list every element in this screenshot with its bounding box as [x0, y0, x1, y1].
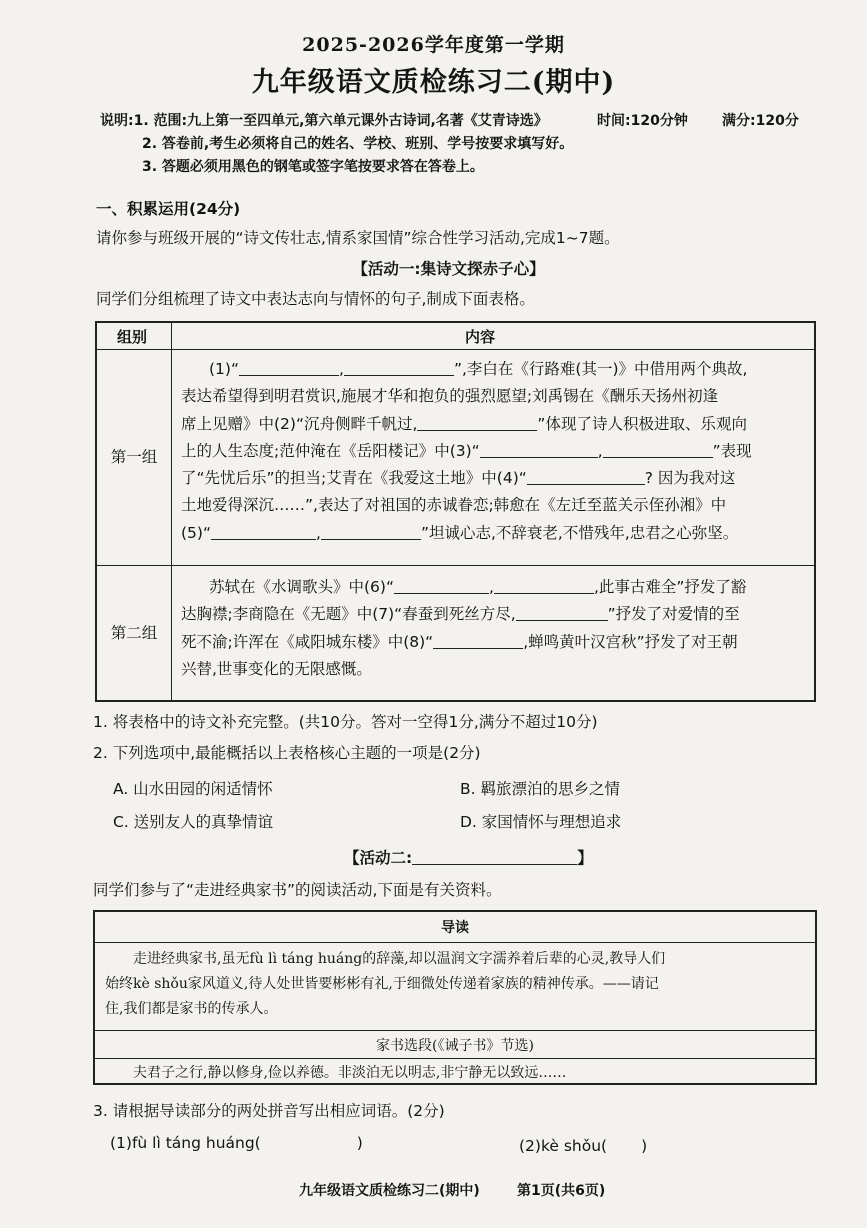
option-a[interactable]: A. 山水田园的闲适情怀: [113, 780, 273, 798]
blank-1a[interactable]: [239, 361, 339, 376]
footer-page: 第1页(共6页): [517, 1183, 606, 1199]
blank-3a[interactable]: [480, 443, 598, 458]
blank-6b[interactable]: [494, 579, 594, 594]
option-c[interactable]: C. 送别友人的真挚情谊: [113, 813, 274, 831]
blank-3b[interactable]: [603, 443, 713, 458]
blank-5a[interactable]: [211, 525, 316, 540]
school-year: 2025-2026学年度第一学期: [302, 34, 565, 56]
blank-2[interactable]: [417, 416, 537, 431]
question-3: 3. 请根据导读部分的两处拼音写出相应词语。(2分): [93, 1102, 445, 1120]
activity2-blank[interactable]: [412, 848, 577, 865]
note-line-2: 2. 答卷前,考生必须将自己的姓名、学校、班别、学号按要求填写好。: [142, 136, 574, 152]
note-line-3: 3. 答题必须用黑色的钢笔或签字笔按要求答在答卷上。: [142, 159, 484, 175]
blank-1b[interactable]: [344, 361, 454, 376]
q3-answer-2[interactable]: (2)kè shǒu( ): [519, 1137, 648, 1155]
activity1-title: 【活动一:集诗文探赤子心】: [352, 260, 545, 278]
question-2: 2. 下列选项中,最能概括以上表格核心主题的一项是(2分): [93, 744, 481, 762]
excerpt-text: 夫君子之行,静以修身,俭以养德。非淡泊无以明志,非宁静无以致远……: [133, 1065, 567, 1081]
col-header-content: 内容: [465, 328, 496, 346]
activity2-intro: 同学们参与了“走进经典家书”的阅读活动,下面是有关资料。: [93, 881, 502, 899]
guide-paragraph: 走进经典家书,虽无fù lì táng huáng的辞藻,却以温润文字濡养着后辈的心灵,教导人们 始终kè shǒu家风道义,待人处世皆要彬彬有礼,于细微处传递着家族的精神传承。——请记 住,我们都是家书的传承人。: [105, 951, 666, 1017]
blank-7[interactable]: [516, 606, 608, 621]
exam-title: 九年级语文质检练习二(期中): [251, 67, 616, 98]
group1-content: (1)“ , ”,李白在《行路难(其一)》中借用两个典故, 表达希望得到明君赏识,施展才华和抱负的强烈愿望;刘禹锡在《酬乐天扬州初逢 席上见赠》中(2)“沉舟侧畔千帆过, ”体现了诗人积极进取、乐观向 上的人生态度;范仲淹在《岳阳楼记》中(3)“ , ”表现 了“先忧后乐”的担当;艾青在《我爱这土地》中(4)“ ? 因为我对这 土地爱得深沉……”,表达了对祖国的赤诚眷恋;韩愈在《左迁至蓝关示侄孙湘》中 (5)“ , ”坦诚心志,不辞衰老,不惜残年,忠君之心弥坚。: [181, 360, 752, 542]
option-b[interactable]: B. 羁旅漂泊的思乡之情: [460, 780, 620, 798]
guide-title: 导读: [441, 920, 469, 936]
question-1: 1. 将表格中的诗文补充完整。(共10分。答对一空得1分,满分不超过10分): [93, 713, 598, 731]
group2-content: 苏轼在《水调歌头》中(6)“ , ,此事古难全”抒发了豁 达胸襟;李商隐在《无题》中(7)“春蚕到死丝方尽, ”抒发了对爱情的至 死不渝;许浑在《咸阳城东楼》中(8)“ ,蝉鸣黄叶汉宫秋”抒发了对王朝 兴替,世事变化的无限感慨。: [181, 578, 747, 678]
excerpt-title: 家书选段(《诫子书》节选): [376, 1038, 534, 1054]
blank-4[interactable]: [527, 470, 645, 485]
section-heading: 一、积累运用(24分): [96, 200, 241, 218]
note-scope: 说明:1. 范围:九上第一至四单元,第六单元课外古诗词,名著《艾青诗选》: [100, 113, 548, 129]
poetry-table: [95, 321, 816, 702]
blank-6a[interactable]: [394, 579, 489, 594]
group1-label: 第一组: [110, 448, 158, 466]
note-time: 时间:120分钟: [597, 113, 688, 129]
group2-label: 第二组: [110, 624, 158, 642]
col-header-group: 组别: [117, 328, 148, 346]
note-score: 满分:120分: [722, 113, 799, 129]
activity1-intro: 同学们分组梳理了诗文中表达志向与情怀的句子,制成下面表格。: [96, 290, 535, 308]
option-d[interactable]: D. 家国情怀与理想追求: [460, 813, 622, 831]
family-letter-table: [93, 910, 817, 1085]
note-line-1: [100, 110, 548, 130]
activity2-title: 【活动二: 】: [344, 849, 593, 867]
blank-5b[interactable]: [321, 525, 421, 540]
blank-8[interactable]: [433, 634, 523, 649]
footer-title: 九年级语文质检练习二(期中): [299, 1183, 480, 1199]
q3-answer-1[interactable]: (1)fù lì táng huáng( ): [110, 1134, 363, 1152]
section-intro: 请你参与班级开展的“诗文传壮志,情系家国情”综合性学习活动,完成1~7题。: [96, 229, 620, 247]
